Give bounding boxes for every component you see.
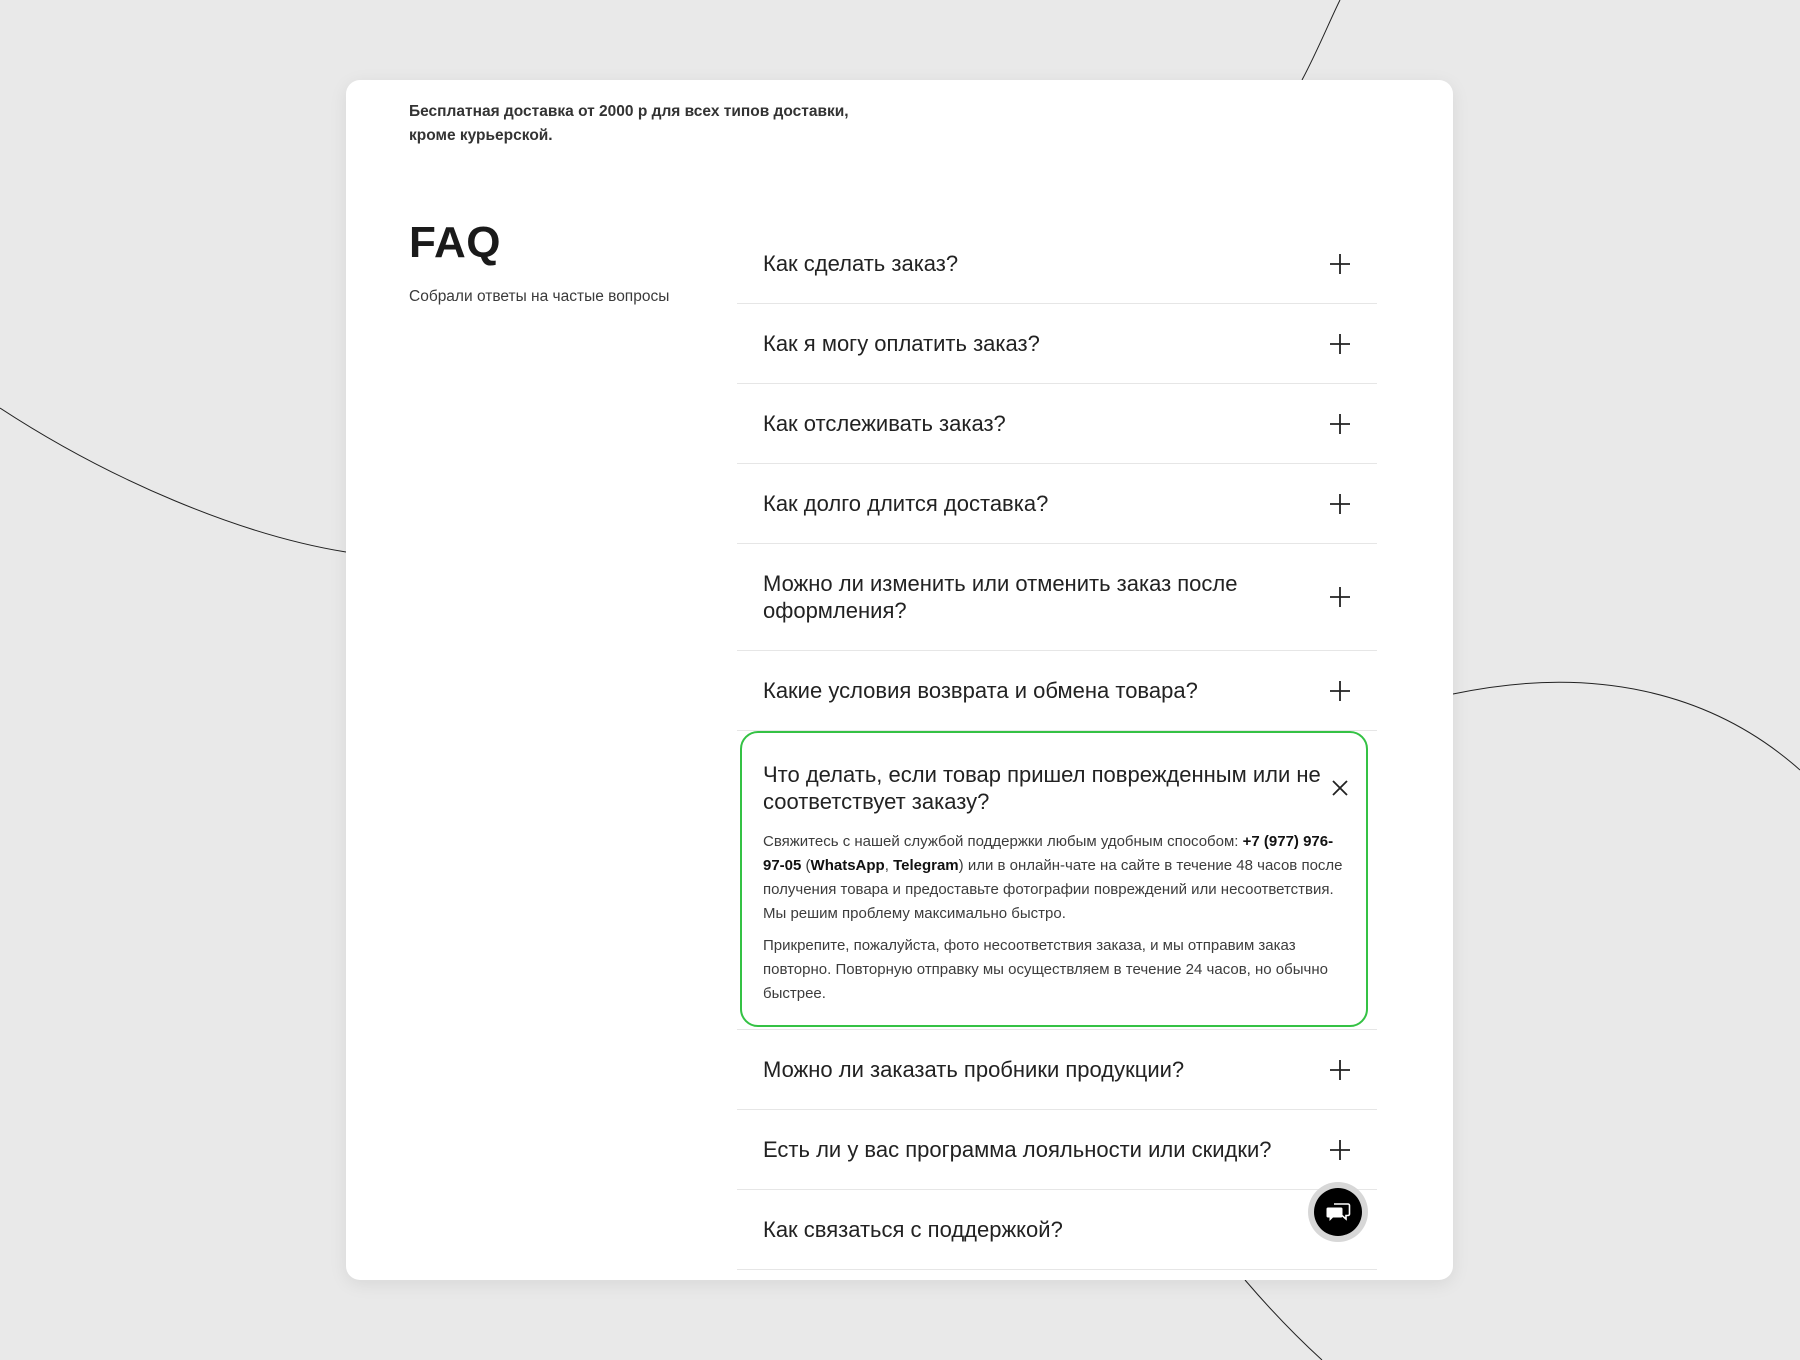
answer-rest: ) или в онлайн-чате на сайте в течение 48 часов после получения товара и предоставьте фотографии повреждений или несоответствия. Мы решим проблему максимально быстро. <box>763 857 1343 922</box>
faq-item-loyalty[interactable] <box>737 1110 1377 1190</box>
answer-paragraph-2: Прикрепите, пожалуйста, фото несоответствия заказа, и мы отправим заказ повторно. Повторную отправку мы осуществляем в течение 24 часов, но обычно быстрее. <box>763 937 1328 1002</box>
faq-item-tracking[interactable] <box>737 384 1377 464</box>
faq-item-how-to-order[interactable] <box>737 224 1377 304</box>
faq-question: Есть ли у вас программа лояльности или скидки? <box>763 1137 1272 1162</box>
plus-icon[interactable] <box>1329 680 1351 702</box>
faq-question: Что делать, если товар пришел поврежденным или не соответствует заказу? <box>763 762 1321 814</box>
faq-subtitle: Собрали ответы на частые вопросы <box>409 288 670 305</box>
faq-question: Как связаться с поддержкой? <box>763 1217 1063 1242</box>
faq-list <box>737 224 1377 1270</box>
faq-item-contact-support[interactable] <box>737 1190 1377 1270</box>
faq-question: Можно ли заказать пробники продукции? <box>763 1057 1185 1082</box>
answer-paragraph-1 <box>763 830 1353 926</box>
paren-open: ( <box>801 857 811 874</box>
faq-title: FAQ <box>409 218 501 267</box>
plus-icon[interactable] <box>1329 1139 1351 1161</box>
delivery-note-line1: Бесплатная доставка от 2000 р для всех типов доставки, <box>409 103 849 120</box>
plus-icon[interactable] <box>1329 586 1351 608</box>
chat-button-inner <box>1314 1188 1362 1236</box>
free-delivery-note <box>409 100 869 148</box>
delivery-note-line2: кроме курьерской. <box>409 127 553 144</box>
chat-button[interactable] <box>1308 1182 1368 1242</box>
chat-icon <box>1325 1200 1351 1224</box>
faq-item-delivery-time[interactable] <box>737 464 1377 544</box>
faq-question: Какие условия возврата и обмена товара? <box>763 678 1198 703</box>
faq-item-damaged-product[interactable] <box>740 731 1368 1027</box>
faq-question: Как я могу оплатить заказ? <box>763 331 1040 356</box>
faq-item-returns[interactable] <box>737 651 1377 731</box>
close-icon[interactable] <box>1329 777 1351 799</box>
support-phone: +7 (977) 976-97-05 <box>763 833 1334 874</box>
faq-question: Как отслеживать заказ? <box>763 411 1006 436</box>
separator-comma: , <box>884 857 894 874</box>
faq-card <box>346 80 1453 1280</box>
faq-answer <box>763 830 1353 1014</box>
plus-icon[interactable] <box>1329 253 1351 275</box>
plus-icon[interactable] <box>1329 413 1351 435</box>
faq-item-payment[interactable] <box>737 304 1377 384</box>
plus-icon[interactable] <box>1329 333 1351 355</box>
answer-intro: Свяжитесь с нашей службой поддержки любым удобным способом: <box>763 833 1243 850</box>
faq-question: Как сделать заказ? <box>763 251 959 276</box>
telegram-label: Telegram <box>893 857 959 874</box>
faq-item-change-cancel[interactable] <box>737 544 1377 651</box>
faq-item-open-wrapper <box>737 731 1377 1030</box>
faq-question: Как долго длится доставка? <box>763 491 1049 516</box>
plus-icon[interactable] <box>1329 1059 1351 1081</box>
plus-icon[interactable] <box>1329 493 1351 515</box>
faq-question: Можно ли изменить или отменить заказ после оформления? <box>763 571 1238 623</box>
whatsapp-label: WhatsApp <box>810 857 885 874</box>
faq-item-samples[interactable] <box>737 1030 1377 1110</box>
